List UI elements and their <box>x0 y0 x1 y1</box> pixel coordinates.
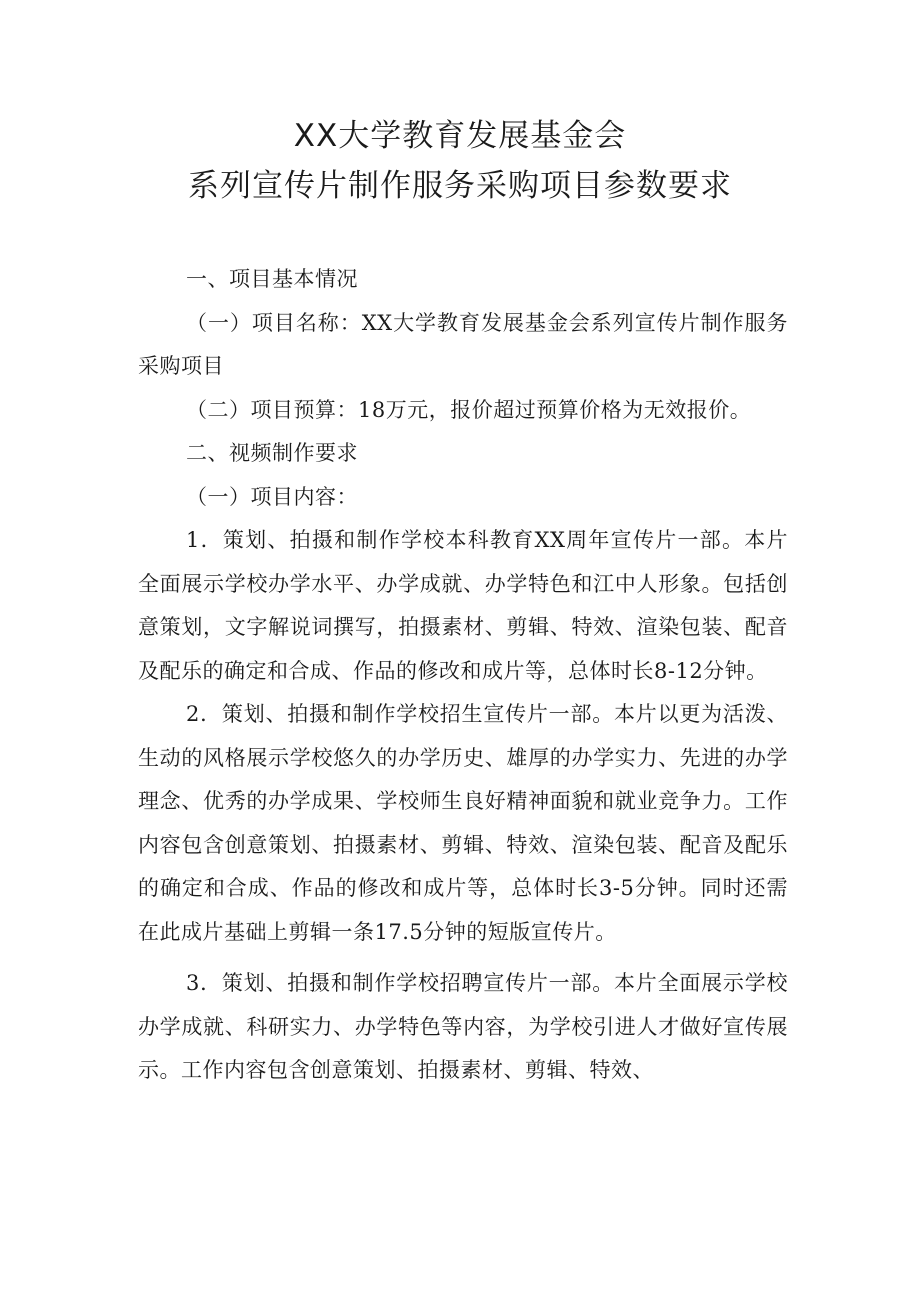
document-body <box>138 258 788 1093</box>
content-item-2: 2．策划、拍摄和制作学校招生宣传片一部。本片以更为活泼、生动的风格展示学校悠久的办学历史、雄厚的办学实力、先进的办学理念、优秀的办学成果、学校师生良好精神面貌和就业竞争力。工作内容包含创意策划、拍摄素材、剪辑、特效、渲染包装、配音及配乐的确定和合成、作品的修改和成片等，总体时长3-5分钟。同时还需在此成片基础上剪辑一条17.5分钟的短版宣传片。 <box>138 702 788 944</box>
section-heading-video-requirements: 二、视频制作要求 <box>186 441 358 465</box>
content-item-3: 3．策划、拍摄和制作学校招聘宣传片一部。本片全面展示学校办学成就、科研实力、办学特色等内容，为学校引进人才做好宣传展示。工作内容包含创意策划、拍摄素材、剪辑、特效、 <box>138 971 788 1082</box>
section-heading-basic-info: 一、项目基本情况 <box>186 267 358 291</box>
project-budget-paragraph: （二）项目预算：18万元，报价超过预算价格为无效报价。 <box>186 397 752 422</box>
project-content-heading: （一）项目内容： <box>186 484 358 509</box>
project-name-paragraph: （一）项目名称：XX大学教育发展基金会系列宣传片制作服务采购项目 <box>138 310 788 378</box>
document-title-line1: XX大学教育发展基金会 <box>293 118 627 154</box>
document-title-line2: 系列宣传片制作服务采购项目参数要求 <box>188 168 732 204</box>
content-item-1: 1．策划、拍摄和制作学校本科教育XX周年宣传片一部。本片全面展示学校办学水平、办学成就、办学特色和江中人形象。包括创意策划，文字解说词撰写，拍摄素材、剪辑、特效、渲染包装、配音及配乐的确定和合成、作品的修改和成片等，总体时长8-12分钟。 <box>138 528 788 683</box>
